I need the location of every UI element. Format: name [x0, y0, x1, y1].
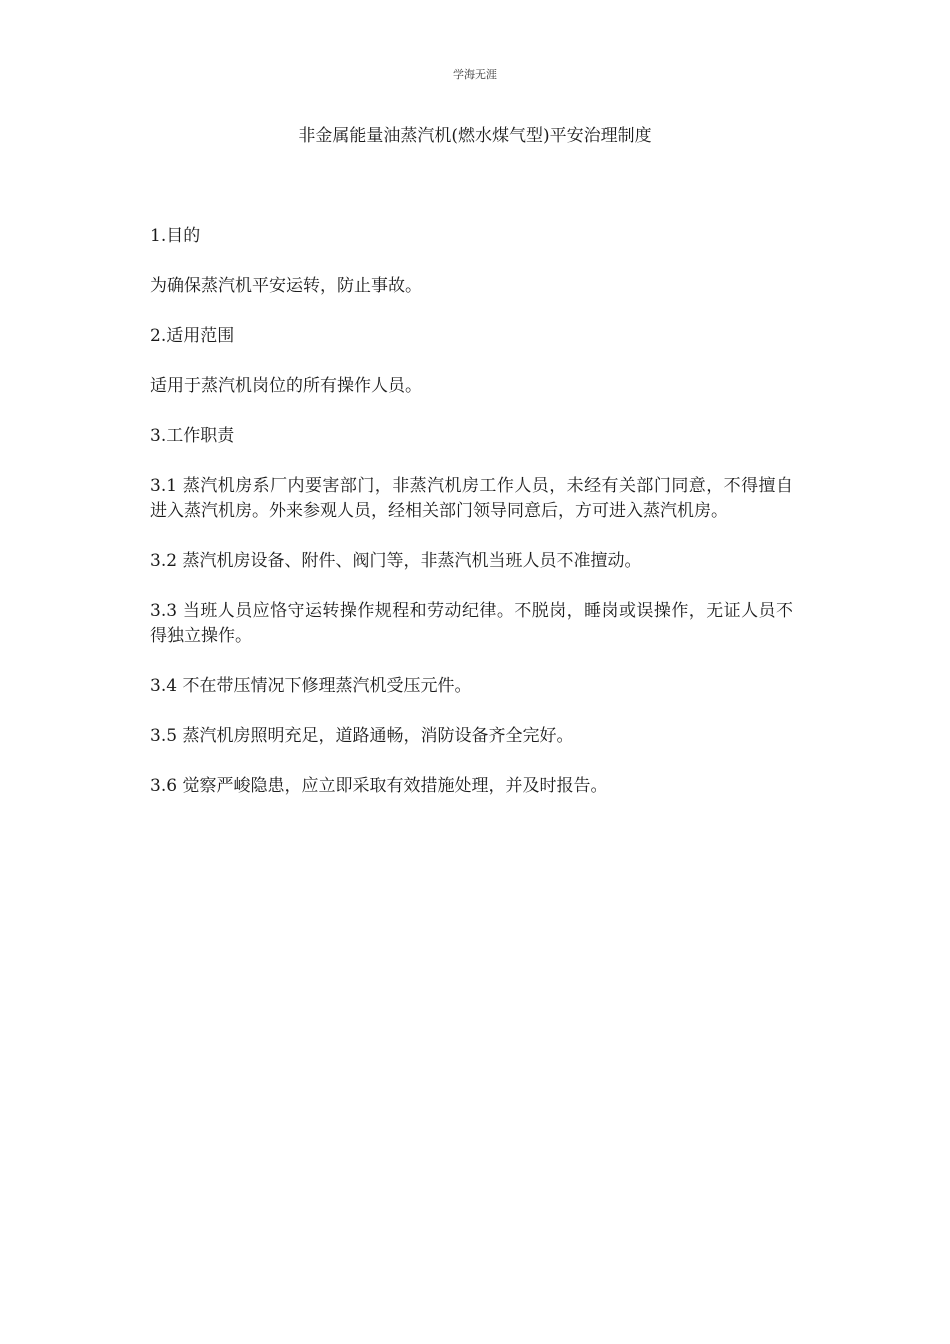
- document-title: 非金属能量油蒸汽机(燃水煤气型)平安治理制度: [298, 126, 652, 146]
- paragraph-purpose: 为确保蒸汽机平安运转，防止事故。: [150, 276, 422, 296]
- page-header: 学海无涯: [453, 68, 497, 81]
- paragraph-duty-3-4: 3.4 不在带压情况下修理蒸汽机受压元件。: [150, 676, 472, 696]
- section-heading-duties: 3.工作职责: [150, 426, 235, 446]
- paragraph-duty-3-1: 3.1 蒸汽机房系厂内要害部门，非蒸汽机房工作人员，未经有关部门同意，不得擅自进入蒸汽机房。外来参观人员，经相关部门领导同意后，方可进入蒸汽机房。: [150, 476, 793, 521]
- section-heading-purpose: 1.目的: [150, 226, 201, 246]
- section-heading-scope: 2.适用范围: [150, 326, 235, 346]
- paragraph-duty-3-5: 3.5 蒸汽机房照明充足，道路通畅，消防设备齐全完好。: [150, 726, 574, 746]
- paragraph-duty-3-6: 3.6 觉察严峻隐患，应立即采取有效措施处理，并及时报告。: [150, 776, 608, 796]
- document-body: [150, 224, 793, 824]
- paragraph-scope: 适用于蒸汽机岗位的所有操作人员。: [150, 376, 422, 396]
- paragraph-duty-3-3: 3.3 当班人员应恪守运转操作规程和劳动纪律。不脱岗，睡岗或误操作，无证人员不得独立操作。: [150, 601, 793, 646]
- paragraph-duty-3-2: 3.2 蒸汽机房设备、附件、阀门等，非蒸汽机当班人员不准擅动。: [150, 551, 642, 571]
